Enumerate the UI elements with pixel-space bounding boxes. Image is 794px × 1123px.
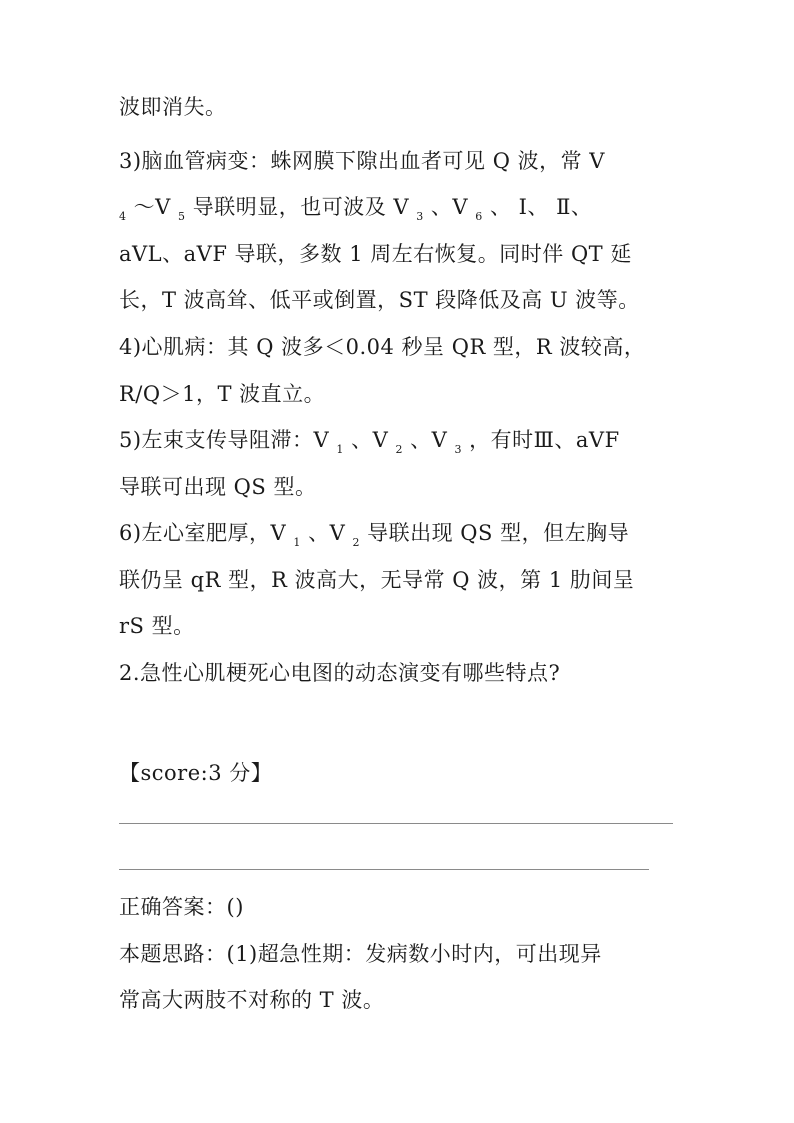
subscript: 3 <box>416 210 424 223</box>
analysis-text: 本题思路：(1)超急性期：发病数小时内，可出现异 <box>119 942 602 966</box>
text-line: 波即消失。 <box>119 95 227 119</box>
text-run: 、 Ⅰ、 Ⅱ、 <box>482 195 593 219</box>
text-line-with-subscripts <box>119 193 592 231</box>
text-line: 导联可出现 QS 型。 <box>119 475 317 499</box>
text-line: 4)心肌病：其 Q 波多＜0.04 秒呈 QR 型，R 波较高， <box>119 335 646 359</box>
text-line: rS 型。 <box>119 614 195 638</box>
correct-answer-label: 正确答案：() <box>119 895 244 919</box>
subscript: 1 <box>293 536 301 549</box>
text-run: 、V <box>423 195 476 219</box>
subscript: 4 <box>119 210 127 223</box>
text-line-with-subscripts <box>119 426 620 464</box>
text-line-with-subscripts <box>119 519 629 557</box>
score-label: 【score:3 分】 <box>119 761 273 785</box>
text-run: 、V <box>300 521 353 545</box>
answer-blank-line <box>119 869 649 870</box>
text-run: 、V <box>402 428 455 452</box>
subscript: 2 <box>352 536 360 549</box>
question-text: 2.急性心肌梗死心电图的动态演变有哪些特点? <box>119 661 561 685</box>
text-run: ，有时Ⅲ、aVF <box>461 428 620 452</box>
text-line: R/Q＞1，T 波直立。 <box>119 382 326 406</box>
text-line: 长，T 波高耸、低平或倒置，ST 段降低及高 U 波等。 <box>119 288 640 312</box>
subscript: 5 <box>178 210 186 223</box>
text-run: 导联明显，也可波及 V <box>185 195 417 219</box>
analysis-text: 常高大两肢不对称的 T 波。 <box>119 988 385 1012</box>
text-run: 6)左心室肥厚，V <box>119 521 294 545</box>
subscript: 6 <box>475 210 483 223</box>
text-run: 、V <box>343 428 396 452</box>
text-line: 3)脑血管病变：蛛网膜下隙出血者可见 Q 波，常 V <box>119 149 605 173</box>
text-run: 导联出现 QS 型，但左胸导 <box>359 521 630 545</box>
text-run: ～V <box>126 195 179 219</box>
text-line: 联仍呈 qR 型，R 波高大，无导常 Q 波，第 1 肋间呈 <box>119 568 635 592</box>
subscript: 2 <box>395 443 403 456</box>
text-run: 5)左束支传导阻滞：V <box>119 428 337 452</box>
text-line: aVL、aVF 导联，多数 1 周左右恢复。同时伴 QT 延 <box>119 242 632 266</box>
answer-blank-line <box>119 823 673 824</box>
subscript: 1 <box>336 443 344 456</box>
subscript: 3 <box>454 443 462 456</box>
